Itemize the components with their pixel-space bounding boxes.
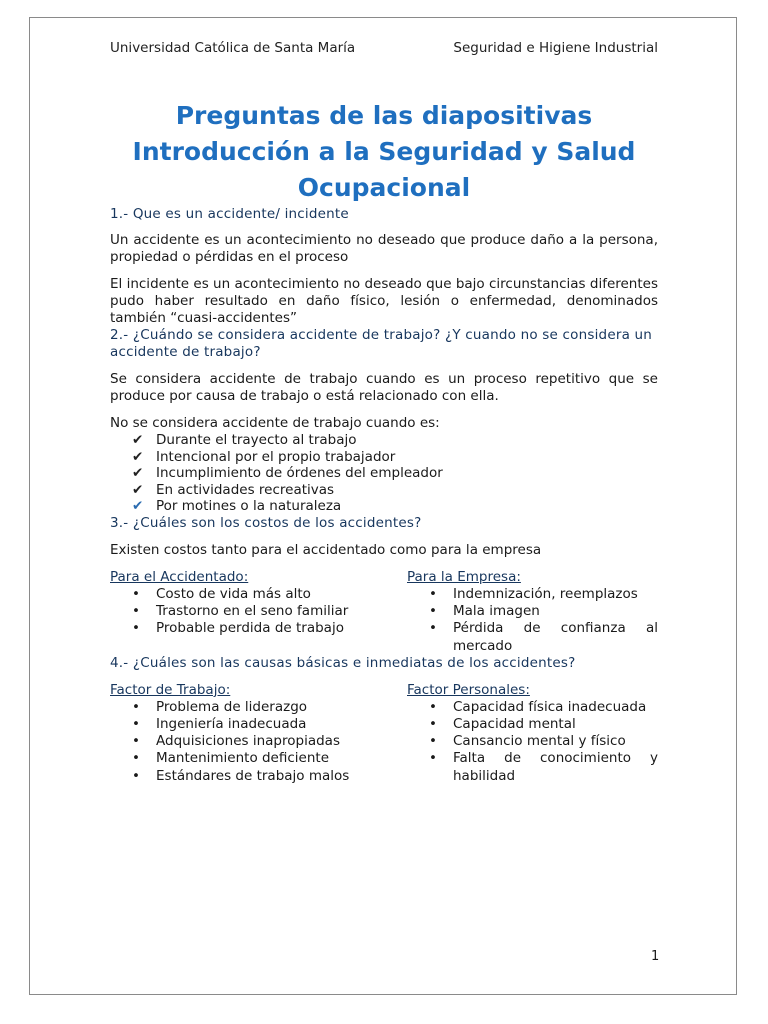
- header-course: Seguridad e Higiene Industrial: [453, 40, 658, 56]
- list-item: • Problema de liderazgo: [132, 698, 308, 715]
- bullet-dot-icon: •: [132, 585, 140, 602]
- title-line-1: Preguntas de las diapositivas: [175, 101, 593, 130]
- bullet-dot-icon: •: [429, 585, 437, 602]
- bullet-dot-icon: •: [429, 733, 437, 750]
- list-item: • Ingeniería inadecuada: [132, 715, 307, 732]
- q4-right-column: [407, 682, 658, 785]
- list-item: • Falta de conocimiento y habilidad: [429, 750, 658, 784]
- document-body: [110, 40, 658, 785]
- document-title: [110, 98, 658, 206]
- bullet-dot-icon: •: [132, 698, 140, 715]
- bullet-dot-icon: •: [429, 715, 437, 732]
- list-item: ✔ Durante el trayecto al trabajo: [132, 432, 357, 448]
- bullet-dot-icon: •: [429, 620, 437, 637]
- list-item: • Capacidad física inadecuada: [429, 698, 647, 715]
- q4-columns: [110, 682, 658, 785]
- bullet-dot-icon: •: [429, 698, 437, 715]
- list-item: • Capacidad mental: [429, 715, 576, 732]
- list-item: ✔ En actividades recreativas: [132, 481, 335, 498]
- list-item: • Adquisiciones inapropiadas: [132, 733, 340, 750]
- check-mark-icon: ✔: [132, 481, 144, 498]
- list-item: • Probable perdida de trabajo: [132, 620, 344, 637]
- q3-right-heading: Para la Empresa:: [407, 568, 521, 585]
- list-item: • Cansancio mental y físico: [429, 733, 626, 750]
- q2-checklist: [110, 432, 658, 515]
- q2-paragraph-2: No se considera accidente de trabajo cuando es:: [110, 415, 440, 431]
- bullet-dot-icon: •: [132, 603, 140, 620]
- bullet-dot-icon: •: [429, 603, 437, 620]
- question-4-heading: 4.- ¿Cuáles son las causas básicas e inmediatas de los accidentes?: [110, 654, 576, 671]
- list-item: ✔ Por motines o la naturaleza: [132, 498, 342, 515]
- header-university: Universidad Católica de Santa María: [110, 40, 356, 56]
- bullet-dot-icon: •: [132, 715, 140, 732]
- q4-right-list: [407, 699, 658, 785]
- list-item: • Pérdida de confianza al mercado: [429, 620, 658, 654]
- q3-left-list: [110, 586, 407, 638]
- list-item: • Estándares de trabajo malos: [132, 767, 350, 784]
- list-item: • Trastorno en el seno familiar: [132, 603, 349, 620]
- q1-paragraph-1: Un accidente es un acontecimiento no deseado que produce daño a la persona, propiedad o pérdidas en el proceso: [110, 232, 658, 265]
- list-item: • Indemnización, reemplazos: [429, 585, 638, 602]
- bullet-dot-icon: •: [429, 750, 437, 767]
- q3-right-list: [407, 586, 658, 655]
- question-2-heading: 2.- ¿Cuándo se considera accidente de trabajo? ¿Y cuando no se considera un accidente de trabajo?: [110, 327, 653, 360]
- q3-paragraph-1: Existen costos tanto para el accidentado como para la empresa: [110, 541, 542, 558]
- q3-left-column: [110, 569, 407, 655]
- check-mark-icon: ✔: [132, 465, 144, 482]
- bullet-dot-icon: •: [132, 767, 140, 784]
- question-1-heading: 1.- Que es un accidente/ incidente: [110, 206, 349, 222]
- check-mark-icon: ✔: [132, 432, 144, 448]
- q3-right-column: [407, 569, 658, 655]
- question-3-heading: 3.- ¿Cuáles son los costos de los accidentes?: [110, 514, 422, 531]
- list-item: ✔ Incumplimiento de órdenes del empleador: [132, 465, 443, 482]
- page-number: 1: [651, 949, 660, 964]
- list-item: • Mantenimiento deficiente: [132, 750, 330, 767]
- title-line-2: Introducción a la Seguridad y Salud: [132, 137, 636, 166]
- bullet-dot-icon: •: [132, 733, 140, 750]
- check-mark-icon: ✔: [132, 448, 144, 465]
- page-header: [110, 40, 658, 62]
- q2-paragraph-1: Se considera accidente de trabajo cuando es un proceso repetitivo que se produce por causa de trabajo o está relacionado con ella.: [110, 371, 658, 404]
- list-item: • Mala imagen: [429, 603, 540, 620]
- q3-columns: [110, 569, 658, 655]
- bullet-dot-icon: •: [132, 620, 140, 637]
- q4-left-column: [110, 682, 407, 785]
- check-mark-icon: ✔: [132, 498, 144, 515]
- q3-left-heading: Para el Accidentado:: [110, 568, 249, 585]
- list-item: • Costo de vida más alto: [132, 585, 311, 602]
- q1-paragraph-2: El incidente es un acontecimiento no deseado que bajo circunstancias diferentes pudo haber resultado en daño físico, lesión o enfermedad, denominados también “cuasi-accidentes”: [110, 276, 658, 326]
- q4-left-list: [110, 699, 407, 785]
- q4-left-heading: Factor de Trabajo:: [110, 681, 231, 698]
- list-item: ✔ Intencional por el propio trabajador: [132, 448, 396, 465]
- bullet-dot-icon: •: [132, 750, 140, 767]
- title-line-3: Ocupacional: [297, 173, 471, 202]
- q4-right-heading: Factor Personales:: [407, 681, 530, 698]
